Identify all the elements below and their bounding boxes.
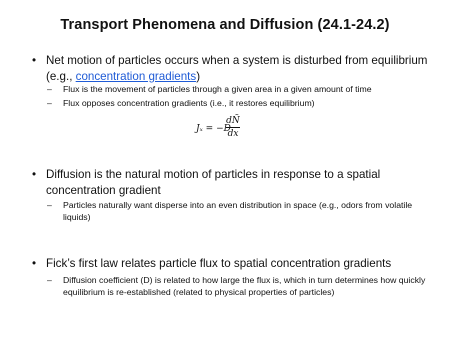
bullet-diffusion (32, 167, 432, 198)
sub-bullet-marker: – (47, 275, 52, 285)
bullet-marker: • (32, 54, 37, 67)
equation-numerator: dÑ (226, 116, 240, 126)
fraction-bar (226, 127, 240, 128)
bullet-text: Fick’s first law relates particle flux to spatial concentration gradients (46, 257, 392, 270)
sub-bullet-particles (47, 200, 439, 224)
equation-lhs: Jₓ = −D (196, 124, 231, 134)
bullet-text (32, 53, 432, 84)
equation-fraction (226, 116, 240, 139)
sub-bullet-text: Flux opposes concentration gradients (i.e., it restores equilibrium) (63, 98, 315, 108)
bullet-text: Diffusion is the natural motion of particles in response to a spatial concentration gradient (46, 168, 381, 197)
bullet-text-start: Net motion of particles occurs when a system is disturbed from equilibrium (e.g., (46, 54, 428, 83)
bullet-marker: • (32, 257, 37, 270)
slide-title: Transport Phenomena and Diffusion (24.1-24.2) (60, 17, 390, 33)
sub-bullet-text: Diffusion coefficient (D) is related to how large the flux is, which in turn determines how quickly equilibrium is re-established (related to physical properties of particles) (63, 275, 426, 297)
sub-bullet-text: Flux is the movement of particles through a given area in a given amount of time (63, 84, 372, 94)
bullet-ficks-law (32, 256, 432, 272)
ficks-law-equation (196, 116, 256, 144)
concentration-gradients-link[interactable]: concentration gradients (75, 69, 197, 83)
sub-bullet-marker: – (47, 200, 52, 210)
sub-bullet-text: Particles naturally want disperse into an even distribution in space (e.g., odors from volatile liquids) (63, 200, 413, 222)
sub-bullet-flux-definition (47, 84, 439, 96)
sub-bullet-diffusion-coefficient (47, 275, 439, 299)
bullet-marker: • (32, 168, 37, 181)
bullet-text-end: ) (196, 69, 201, 83)
bullet-net-motion (32, 53, 432, 84)
sub-bullet-marker: – (47, 84, 52, 94)
equation-denominator: dx (227, 129, 239, 139)
sub-bullet-flux-opposes (47, 98, 439, 110)
sub-bullet-marker: – (47, 98, 52, 108)
